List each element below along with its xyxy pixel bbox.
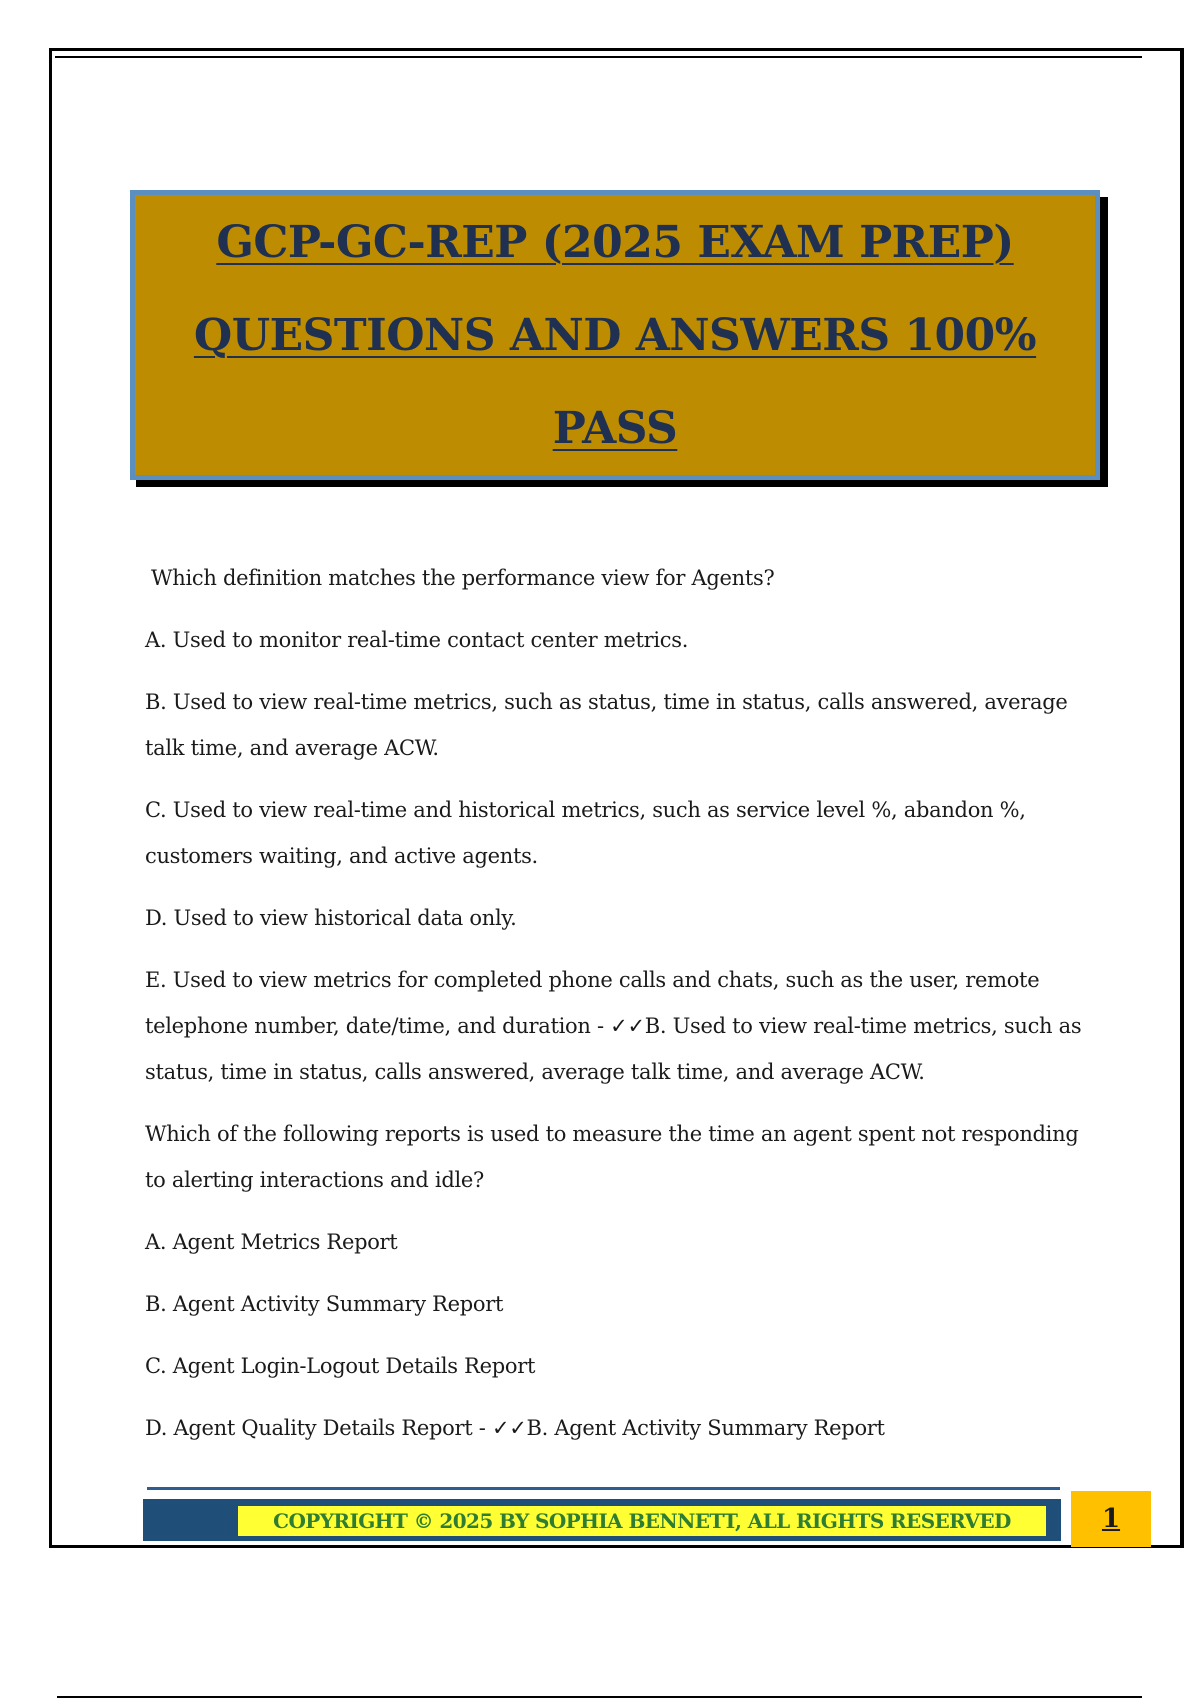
copyright-notice: COPYRIGHT © 2025 BY SOPHIA BENNETT, ALL RIGHTS RESERVED — [238, 1506, 1046, 1536]
question-1-option-e-answer: E. Used to view metrics for completed phone calls and chats, such as the user, remote telephone number, date/time, and duration - ✓✓B. Used to view real-time metrics, such as status, time in status, calls answered, average talk time, and average ACW. — [145, 968, 1082, 1084]
question-1-option-b: B. Used to view real-time metrics, such as status, time in status, calls answered, average talk time, and average ACW. — [145, 690, 1068, 760]
bottom-rule — [57, 1696, 1142, 1698]
title-line-2: QUESTIONS AND ANSWERS 100% — [193, 309, 1037, 361]
page-number: 1 — [1101, 1504, 1121, 1534]
question-1-option-d: D. Used to view historical data only. — [145, 906, 517, 930]
title-line-1: GCP-GC-REP (2025 EXAM PREP) — [216, 216, 1014, 268]
question-1-option-c: C. Used to view real-time and historical metrics, such as service level %, abandon %, customers waiting, and active agents. — [145, 798, 1026, 868]
question-2-option-c: C. Agent Login-Logout Details Report — [145, 1354, 536, 1378]
document-body — [145, 555, 1095, 1467]
question-2-option-b: B. Agent Activity Summary Report — [145, 1292, 504, 1316]
document-title — [165, 196, 1065, 475]
question-1-option-a: A. Used to monitor real-time contact center metrics. — [145, 628, 689, 652]
question-1: Which definition matches the performance view for Agents? — [151, 566, 775, 590]
title-box — [130, 190, 1100, 480]
page-number-badge — [1071, 1491, 1151, 1547]
top-rule — [55, 56, 1142, 58]
footer-rule — [147, 1487, 1060, 1490]
title-line-3: PASS — [552, 402, 678, 454]
question-2: Which of the following reports is used to measure the time an agent spent not responding to alerting interactions and idle? — [145, 1122, 1079, 1192]
question-2-option-d-answer: D. Agent Quality Details Report - ✓✓B. Agent Activity Summary Report — [145, 1416, 885, 1440]
question-2-option-a: A. Agent Metrics Report — [145, 1230, 398, 1254]
